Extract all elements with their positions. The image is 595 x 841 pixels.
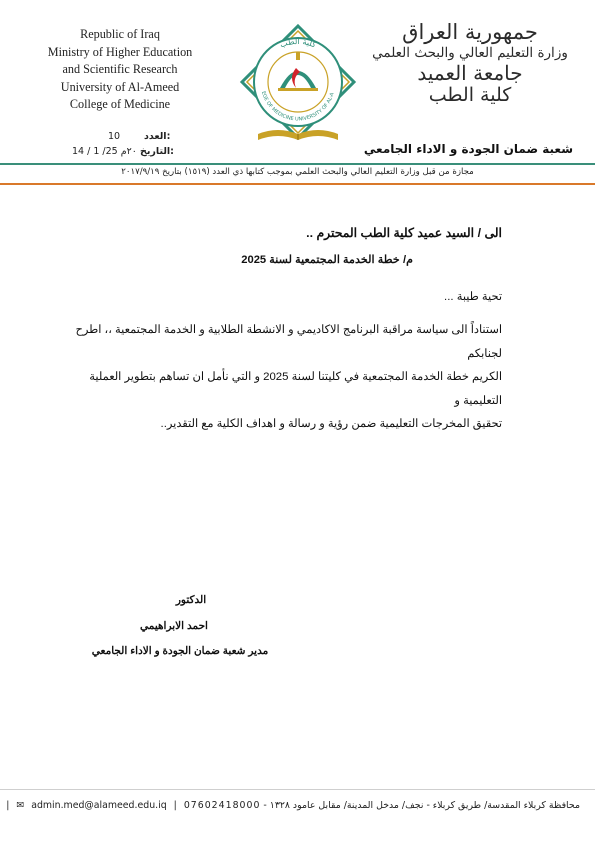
- footer-divider: [0, 789, 595, 790]
- arabic-line-4: كلية الطب: [428, 84, 512, 106]
- english-line-2: Ministry of Higher Education: [47, 44, 193, 59]
- header-arabic: [365, 20, 575, 106]
- footer-phone[interactable]: 07602418000: [183, 800, 261, 811]
- signature-name: احمد الابراهيمي: [140, 619, 208, 632]
- letter-number-value: 10: [108, 131, 121, 142]
- license-line: مجازة من قبل وزارة التعليم العالي والبحث العلمي بموجب كتابها ذي العدد (١٥١٩) بتاريخ ٢٠١٧/٩/١٩: [121, 167, 474, 177]
- arabic-line-2: وزارة التعليم العالي والبحث العلمي: [372, 45, 568, 61]
- signature-position: مدير شعبة ضمان الجودة و الاداء الجامعي: [91, 645, 269, 657]
- footer-separator-1: |: [6, 800, 10, 811]
- addressee: الى / السيد عميد كلية الطب المحترم ..: [306, 226, 502, 240]
- header-divider-green: [0, 163, 595, 165]
- college-logo-graphic: [236, 22, 360, 150]
- logo-arc-top: كلية الطب: [278, 36, 318, 50]
- header-english: [22, 26, 218, 114]
- logo-arc-bottom: EGE OF MEDICINE UNIVERSITY OF AL-A: [259, 90, 336, 123]
- signature-title: الدكتور: [175, 594, 207, 606]
- letter-date-label: التاريخ:: [140, 146, 174, 157]
- footer-email[interactable]: admin.med@alameed.edu.iq: [31, 800, 167, 811]
- body-line-2: الكريم خطة الخدمة المجتمعية في كليتنا لسنة 2025 و التي نأمل ان تساهم بتطوير العملية التعليمية و: [89, 371, 502, 407]
- arabic-line-1: جمهورية العراق: [402, 20, 538, 44]
- english-line-1: Republic of Iraq: [80, 27, 160, 41]
- signature-block: [60, 588, 300, 665]
- letter-number-label: العدد:: [144, 131, 171, 142]
- footer-separator-2: |: [173, 800, 177, 811]
- header-divider-orange: [0, 183, 595, 185]
- envelope-icon: ✉: [16, 800, 25, 811]
- letter-body: [62, 319, 502, 437]
- letter-date-value: 14 / 1 /25 ٢٠م: [72, 146, 137, 157]
- arabic-line-3: جامعة العميد: [417, 61, 523, 85]
- body-line-3: تحقيق المخرجات التعليمية ضمن رؤية و رسالة و اهداف الكلية مع التقدير..: [160, 418, 502, 430]
- footer-address: محافظة كربلاء المقدسة/ طريق كربلاء - نجف/ مدخل المدينة/ مقابل عامود ١٣٢٨ -: [263, 800, 580, 811]
- english-line-5: College of Medicine: [69, 97, 171, 111]
- college-logo: [236, 22, 360, 150]
- english-line-4: University of Al-Ameed: [60, 79, 180, 94]
- greeting: تحية طيبة ...: [444, 291, 502, 303]
- letter-number: [108, 131, 120, 142]
- footer: [6, 800, 580, 820]
- unit-name: شعبة ضمان الجودة و الاداء الجامعي: [363, 142, 573, 156]
- english-line-3: and Scientific Research: [62, 62, 178, 76]
- subject-line: م/ خطة الخدمة المجتمعية لسنة 2025: [241, 254, 413, 266]
- body-line-1: استناداً الى سياسة مراقبة البرنامج الاكاديمي و الانشطة الطلابية و الخدمة المجتمعية ،، اطرح لجنابكم: [75, 324, 502, 360]
